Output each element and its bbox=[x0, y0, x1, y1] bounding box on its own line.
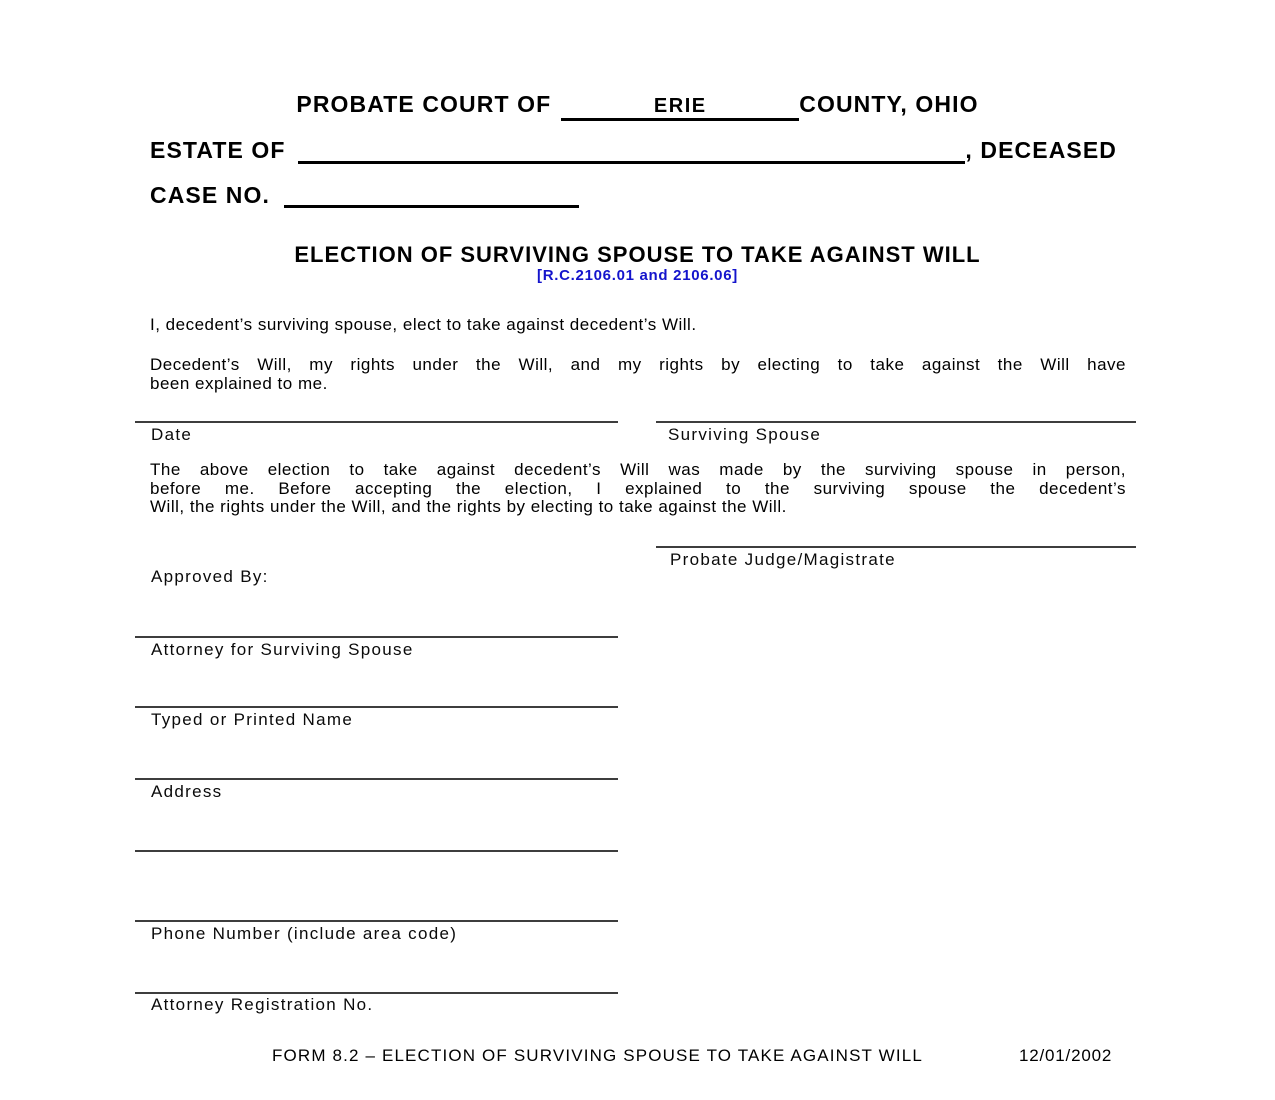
court-header-line bbox=[0, 90, 1275, 121]
phone-number-label: Phone Number (include area code) bbox=[151, 924, 458, 943]
address-line[interactable] bbox=[135, 778, 618, 780]
case-number-field[interactable] bbox=[284, 182, 579, 208]
court-suffix-text: COUNTY, OHIO bbox=[799, 91, 979, 117]
probate-judge-label: Probate Judge/Magistrate bbox=[670, 550, 896, 569]
explanation-paragraph bbox=[150, 356, 1126, 393]
attorney-signature-line[interactable] bbox=[135, 636, 618, 638]
election-statement-paragraph: I, decedent’s surviving spouse, elect to take against decedent’s Will. bbox=[150, 315, 697, 334]
paragraph-line: The above election to take against decedent’s Will was made by the surviving spouse in person, bbox=[150, 460, 1126, 479]
deceased-suffix-text: , DECEASED bbox=[965, 137, 1117, 163]
estate-header-line bbox=[150, 137, 1117, 164]
spouse-signature-line[interactable] bbox=[656, 421, 1136, 423]
footer-form-title: FORM 8.2 – ELECTION OF SURVIVING SPOUSE TO TAKE AGAINST WILL bbox=[272, 1046, 923, 1065]
paragraph-line: Will, the rights under the Will, and the rights by electing to take against the Will. bbox=[150, 497, 787, 516]
paragraph-line: been explained to me. bbox=[150, 373, 328, 393]
approved-by-label: Approved By: bbox=[151, 567, 269, 586]
certification-paragraph bbox=[150, 461, 1126, 517]
address-label: Address bbox=[151, 782, 223, 801]
court-prefix-text: PROBATE COURT OF bbox=[296, 91, 552, 117]
typed-name-label: Typed or Printed Name bbox=[151, 710, 354, 729]
date-label: Date bbox=[151, 425, 193, 444]
attorney-registration-line[interactable] bbox=[135, 992, 618, 994]
typed-name-line[interactable] bbox=[135, 706, 618, 708]
estate-name-field[interactable] bbox=[298, 137, 966, 164]
surviving-spouse-label: Surviving Spouse bbox=[668, 425, 822, 444]
form-title: ELECTION OF SURVIVING SPOUSE TO TAKE AGAINST WILL bbox=[294, 242, 981, 267]
statute-reference: [R.C.2106.01 and 2106.06] bbox=[537, 267, 738, 284]
attorney-registration-label: Attorney Registration No. bbox=[151, 995, 374, 1014]
footer-revision-date: 12/01/2002 bbox=[1019, 1046, 1113, 1065]
case-number-line bbox=[150, 182, 579, 208]
county-value-text: ERIE bbox=[653, 95, 707, 117]
paragraph-line: Decedent’s Will, my rights under the Will, and my rights by electing to take against the Will have bbox=[150, 355, 1126, 374]
paragraph-line: before me. Before accepting the election, I explained to the surviving spouse the decedent’s bbox=[150, 478, 1126, 498]
estate-label: ESTATE OF bbox=[150, 137, 286, 163]
case-number-label: CASE NO. bbox=[150, 182, 270, 208]
address-line-2[interactable] bbox=[135, 850, 618, 852]
attorney-label: Attorney for Surviving Spouse bbox=[151, 640, 414, 659]
county-blank-field[interactable] bbox=[561, 94, 799, 121]
phone-number-line[interactable] bbox=[135, 920, 618, 922]
date-signature-line[interactable] bbox=[135, 421, 618, 423]
judge-signature-line[interactable] bbox=[656, 546, 1136, 548]
